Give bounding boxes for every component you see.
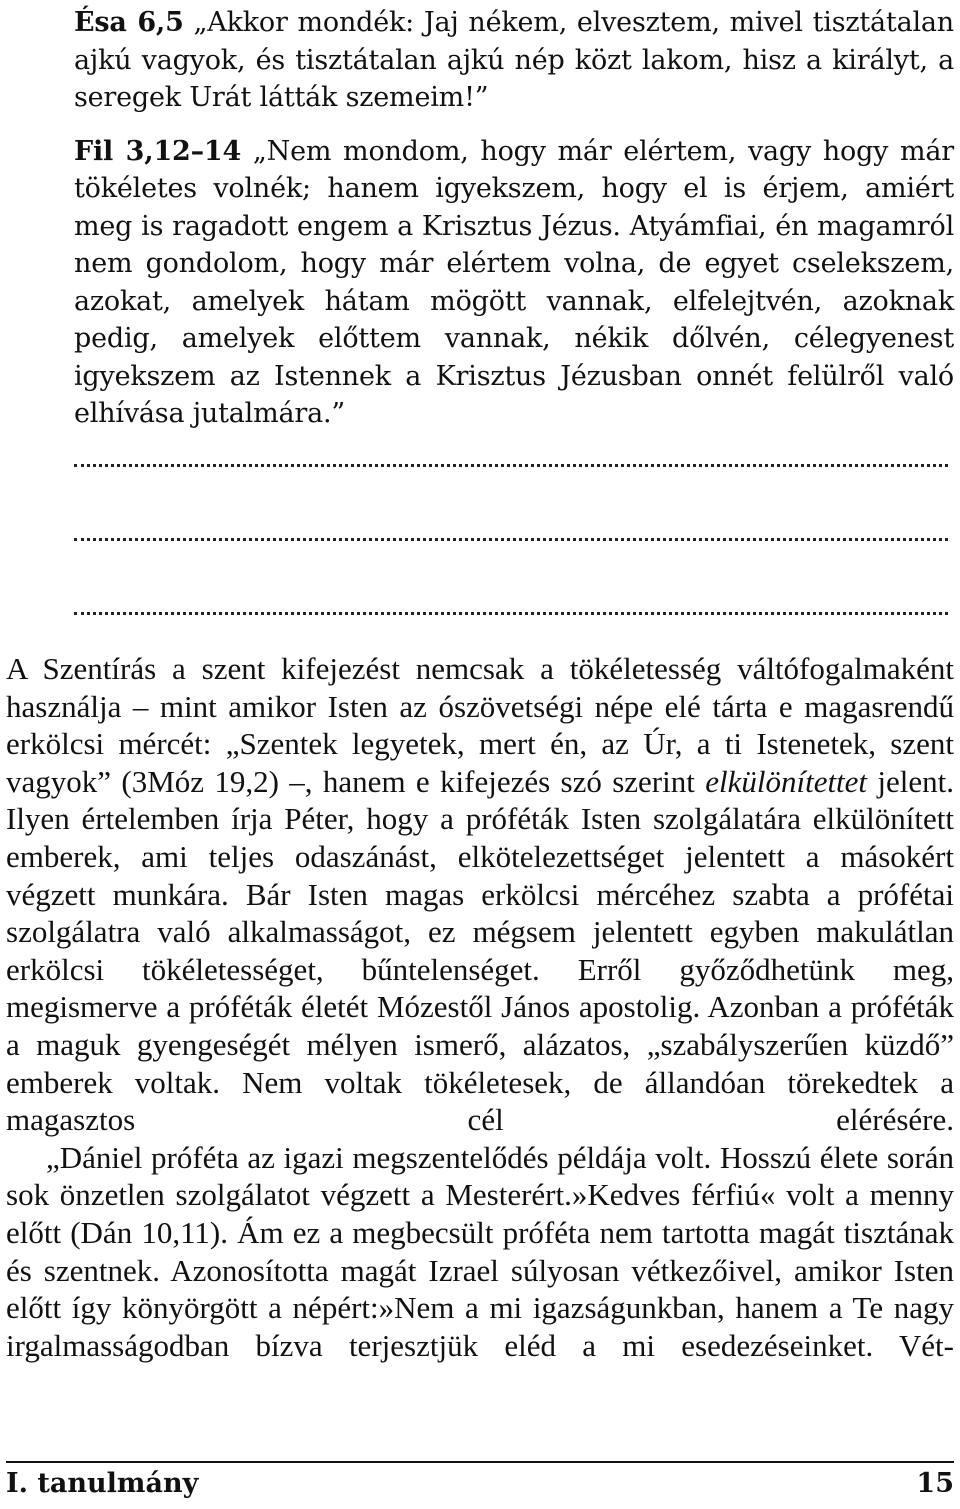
body-text xyxy=(6,650,954,1364)
answer-line[interactable] xyxy=(74,536,948,541)
italic-term: elkülönítettet xyxy=(705,763,868,799)
body-paragraph: „Dániel próféta az igazi megszentelődés példája volt. Hosszú élete során sok önzetlen szolgálatot végzett a Mesterért.»Kedves férfiú« volt a menny előtt (Dán 10,11). Ám ez a megbecsült próféta nem tartotta magát tisztának és szentnek. Azonosította magát Izrael súlyosan vétkezőivel, amikor Isten előtt így könyörgött a népért:»Nem a mi igazságunkban, hanem a Te nagy irgalmasságodban bízva terjesztjük eléd a mi esedezéseinket. Vét- xyxy=(6,1139,954,1363)
answer-line[interactable] xyxy=(74,610,948,615)
body-text-span: A Szentírás a szent kifejezést nemcsak a tökéletesség váltófogalmaként használja – mint amikor Isten az ószövetségi népe elé tárta e magasrendű erkölcsi mércét: „Szentek legyetek, mert én, az Úr, a ti Istenetek, szent vagyok” (3Móz 19,2) –, hanem e kifejezés szó szerint xyxy=(6,651,954,799)
lesson-label: I. tanulmány xyxy=(6,1468,199,1499)
body-text-span: jelent. Ilyen értelemben írja Péter, hogy a próféták Isten szolgálatára elkülönített emberek, ami teljes odaszánást, elkötelezettséget jelentett a másokért végzett munkára. Bár Isten magas erkölcsi mércéhez szabta a prófétai szolgálatra való alkalmasságot, ez mégsem jelentett egyben makulátlan erkölcsi tökéletességet, bűntelenséget. Erről győződhetünk meg, megismerve a próféták életét Mózestől János apostolig. Azonban a próféták a maguk gyengeségét mélyen ismerő, alázatos, „szabályszerűen küzdő” emberek voltak. Nem voltak tökéletesek, de állandóan törekedtek a magasztos cél elérésére. xyxy=(6,763,955,1138)
quote-text: „Nem mondom, hogy már elértem, vagy hogy már tökéletes volnék; hanem igyekszem, hogy el is érjem, amiért meg is ragadott engem a Krisztus Jézus. Atyámfiai, én magamról nem gondolom, hogy már elértem volna, de egyet cselekszem, azokat, amelyek hátam mögött vannak, elfelejtvén, azoknak pedig, amelyek előttem vannak, nékik dőlvén, célegyenest igyekszem az Istennek a Krisztus Jézusban onnét felülről való elhívása jutalmára.” xyxy=(74,135,954,429)
quote-text: „Akkor mondék: Jaj nékem, elvesztem, mivel tisztátalan ajkú vagyok, és tisztátalan ajkú nép közt lakom, hisz a királyt, a seregek Urát látták szemeim!” xyxy=(74,7,954,113)
footer-rule xyxy=(6,1461,954,1463)
quote-esa xyxy=(74,4,954,117)
body-paragraph xyxy=(6,650,954,1139)
quote-reference: Fil 3,12–14 xyxy=(74,135,242,167)
quote-reference: Ésa 6,5 xyxy=(74,7,184,38)
quote-fil xyxy=(74,133,954,433)
bible-quotes xyxy=(74,4,954,449)
page-footer xyxy=(6,1468,954,1499)
answer-line[interactable] xyxy=(74,462,948,467)
page-number: 15 xyxy=(916,1468,954,1499)
